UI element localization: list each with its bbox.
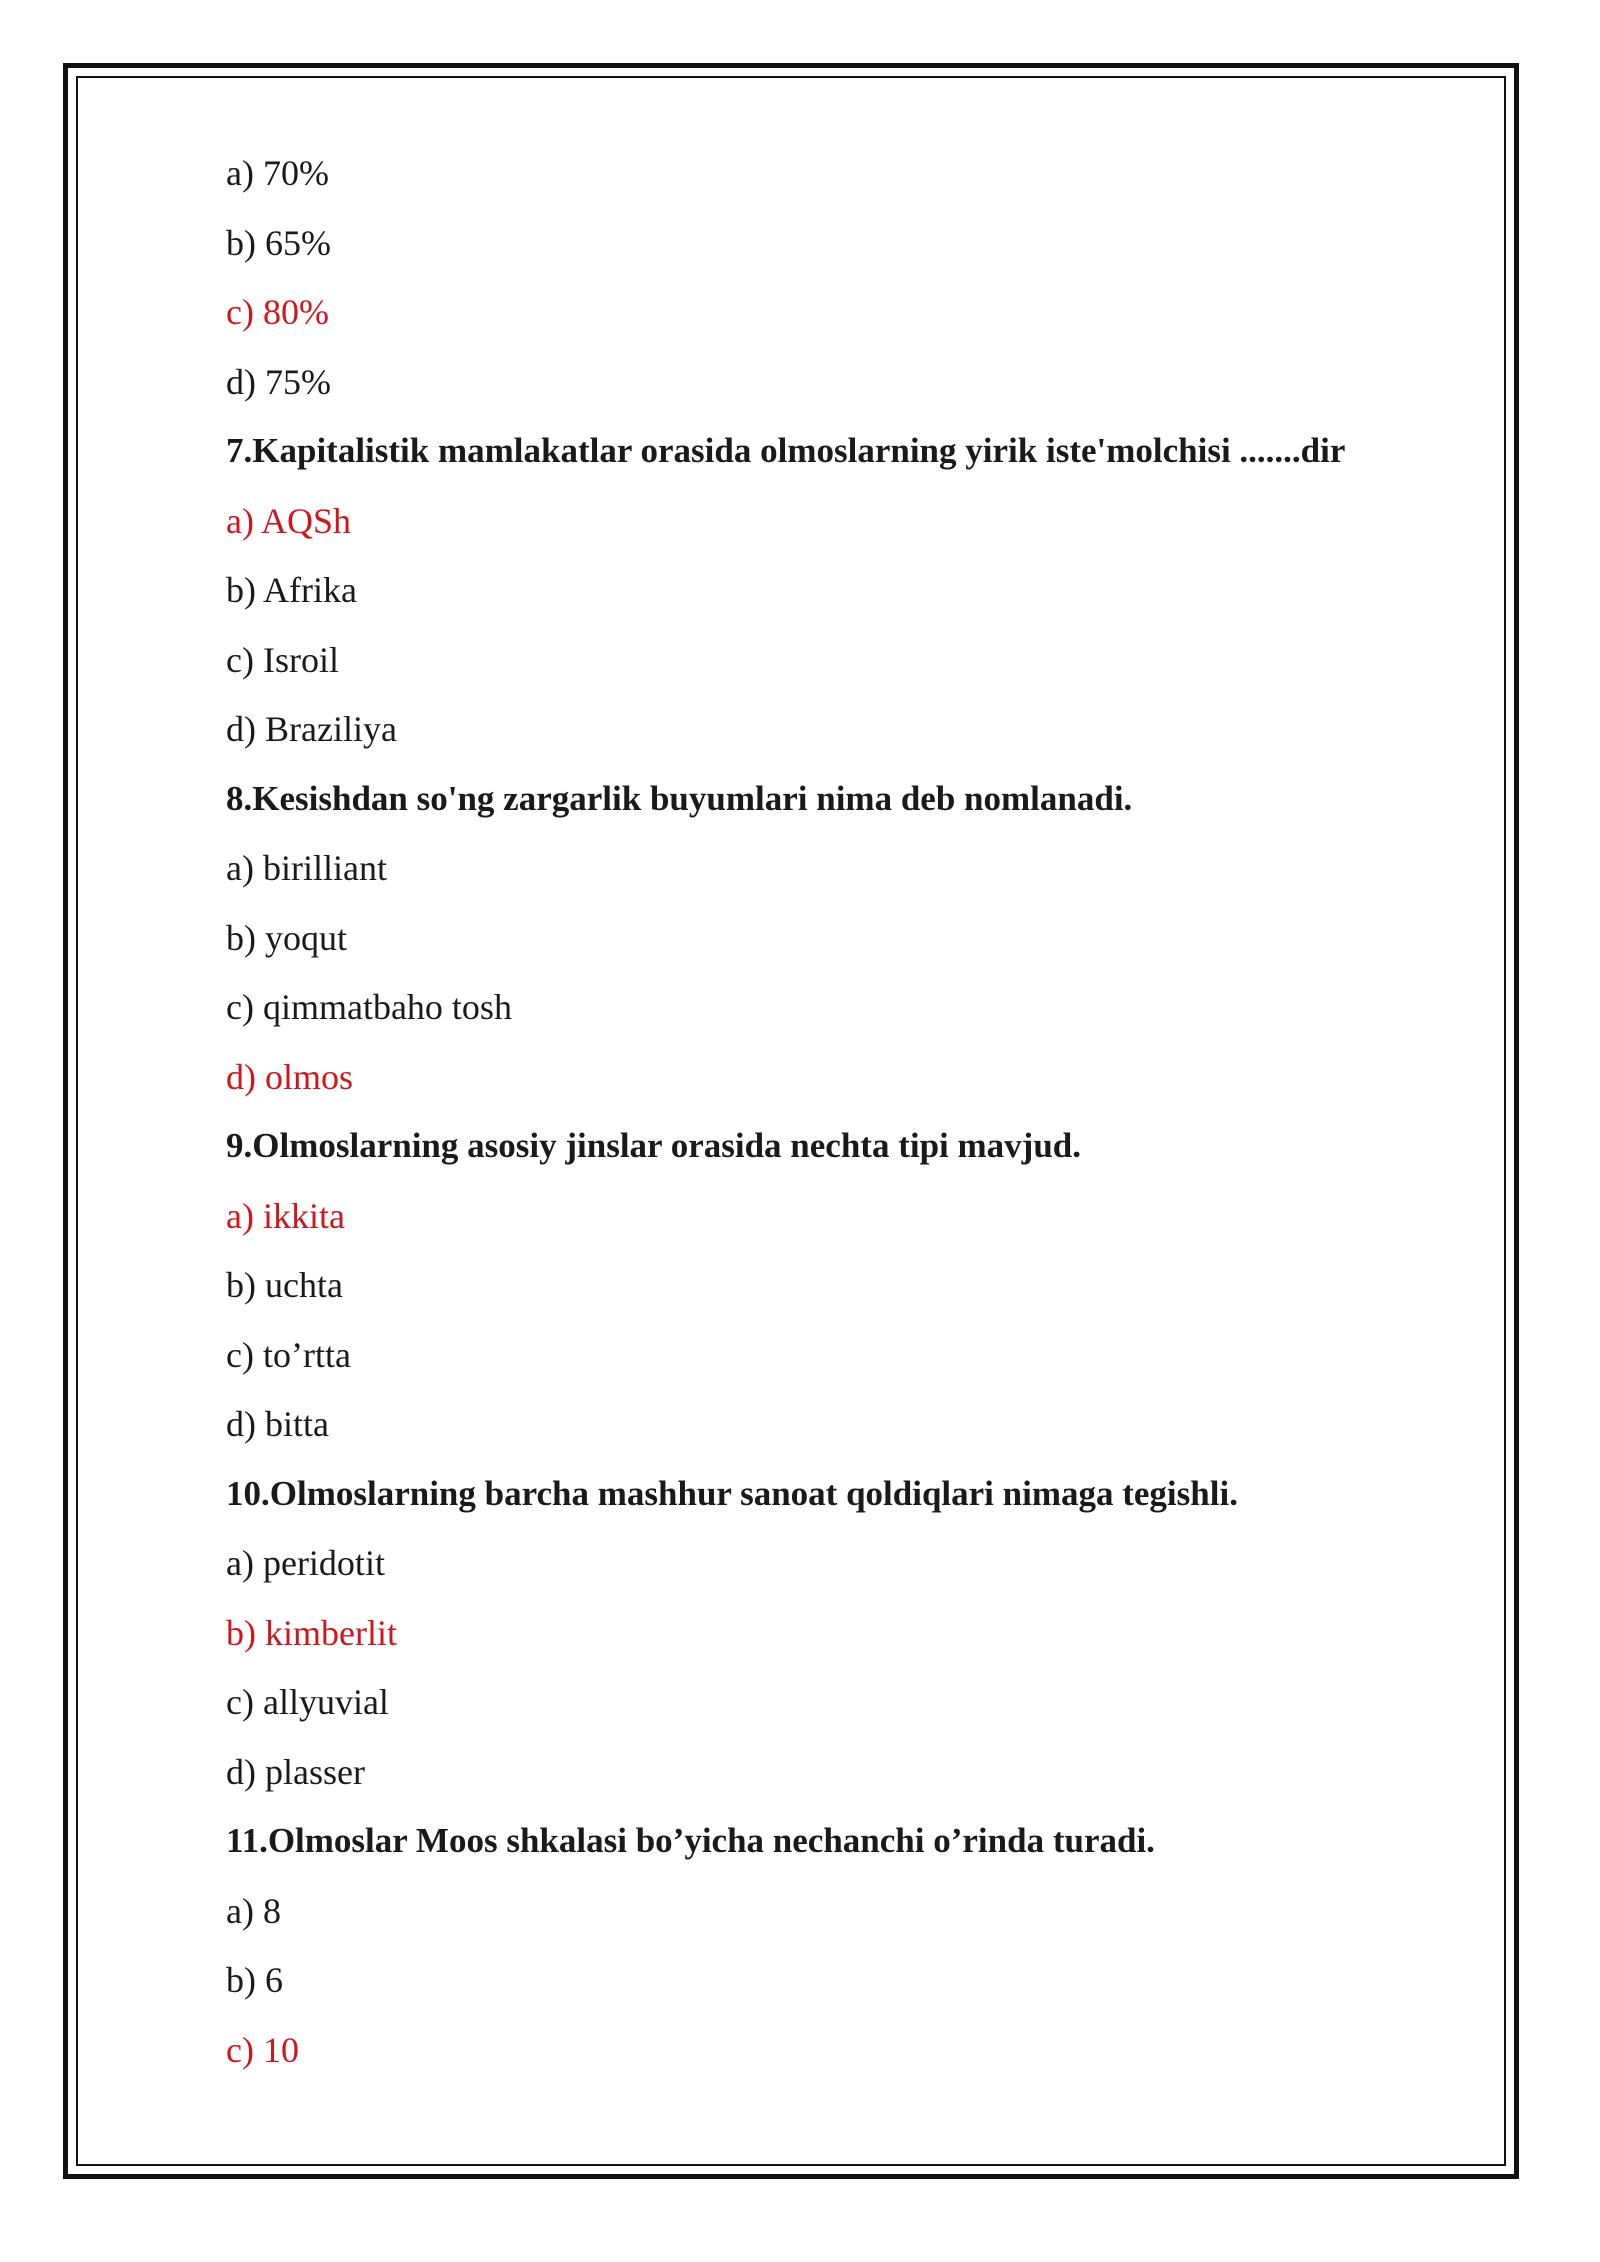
answer-option: d) Braziliya (226, 709, 397, 749)
answer-option: d) bitta (226, 1404, 329, 1444)
question-text: 9.Olmoslarning asosiy jinslar orasida nechta tipi mavjud. (226, 1126, 1082, 1165)
answer-option-correct: b) kimberlit (226, 1612, 397, 1653)
answer-option-correct: a) ikkita (226, 1195, 345, 1236)
answer-option-correct: a) AQSh (226, 500, 351, 541)
question-text: 11.Olmoslar Moos shkalasi bo’yicha nechanchi o’rinda turadi. (226, 1821, 1155, 1860)
answer-option: b) 65% (226, 222, 331, 263)
question-text: 8.Kesishdan so'ng zargarlik buyumlari nima deb nomlanadi. (226, 778, 1133, 818)
answer-option-correct: c) 10 (226, 2029, 299, 2070)
answer-option: b) uchta (226, 1265, 343, 1305)
answer-option: d) plasser (226, 1751, 365, 1792)
quiz-content (226, 145, 1466, 2091)
answer-option: a) peridotit (226, 1543, 385, 1583)
answer-option: a) 70% (226, 153, 329, 193)
answer-option: b) Afrika (226, 570, 357, 610)
answer-option: c) qimmatbaho tosh (226, 987, 512, 1027)
answer-option: d) 75% (226, 361, 331, 402)
answer-option: c) Isroil (226, 639, 339, 680)
answer-option: b) yoqut (226, 917, 347, 958)
answer-option: a) 8 (226, 1890, 281, 1931)
answer-option-correct: d) olmos (226, 1056, 354, 1097)
question-text: 7.Kapitalistik mamlakatlar orasida olmoslarning yirik iste'molchisi .......dir (226, 431, 1346, 470)
answer-option: b) 6 (226, 1960, 283, 2000)
answer-option: c) allyuvial (226, 1682, 389, 1722)
answer-option: a) birilliant (226, 848, 387, 888)
answer-option: c) to’rtta (226, 1334, 351, 1375)
answer-option-correct: c) 80% (226, 292, 329, 332)
question-text: 10.Olmoslarning barcha mashhur sanoat qoldiqlari nimaga tegishli. (226, 1473, 1238, 1513)
